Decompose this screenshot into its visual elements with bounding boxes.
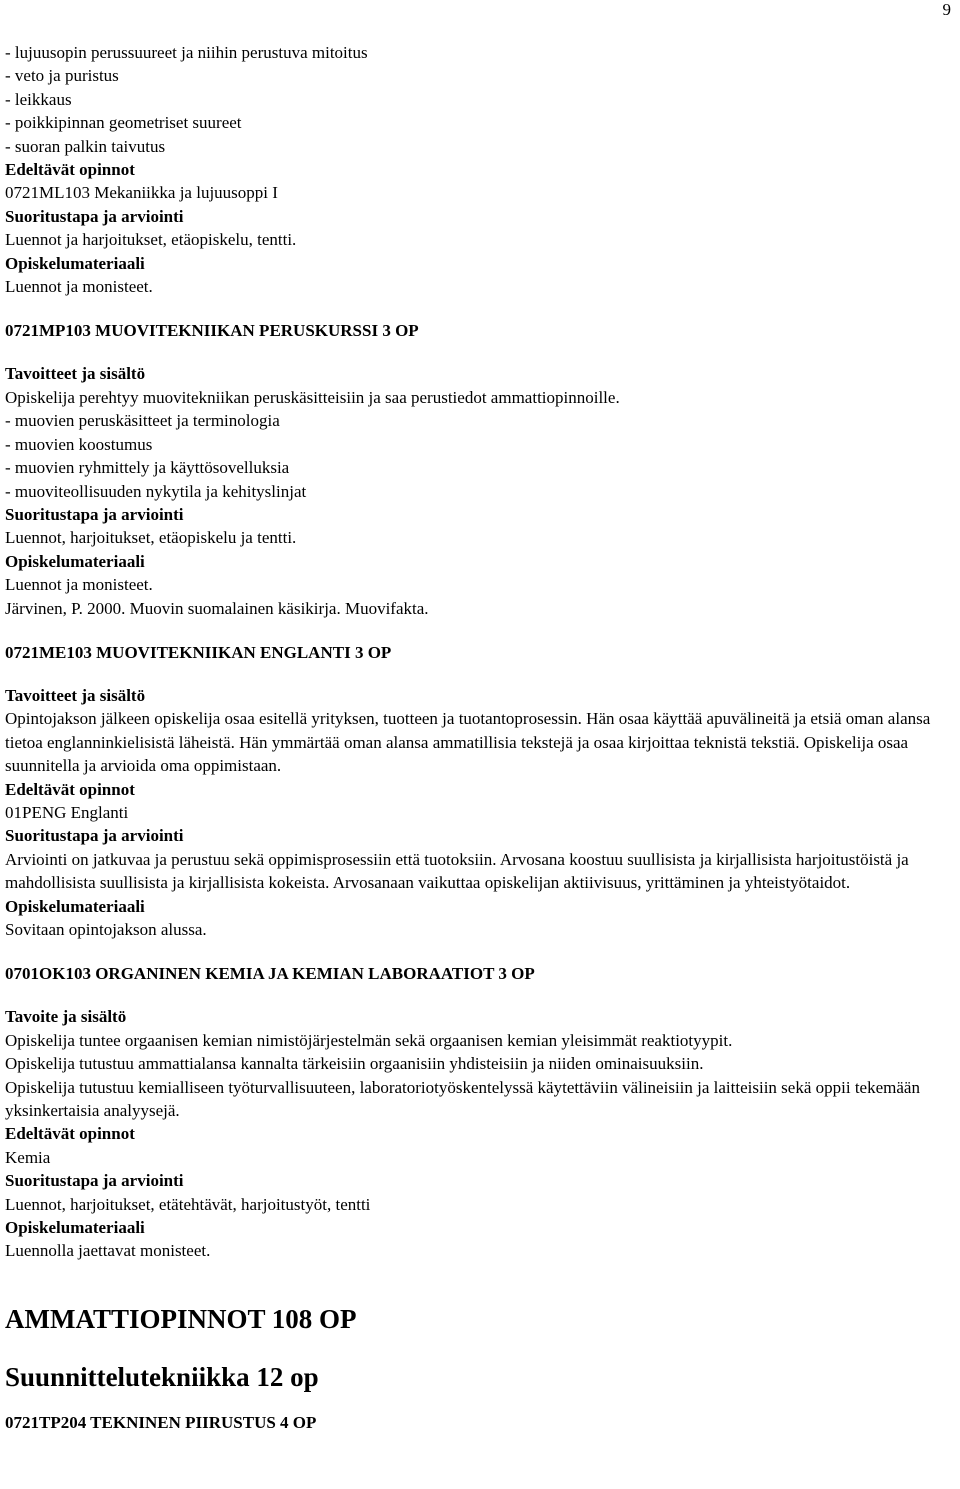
goals-heading: Tavoitteet ja sisältö [5,685,146,705]
material-heading: Opiskelumateriaali [5,1218,145,1238]
section-subtitle: Suunnittelutekniikka 12 op [5,1361,319,1392]
page-number: 9 [942,0,951,19]
material-text: Luennot ja monisteet. [5,277,153,297]
list-item: - muovien koostumus [5,434,153,454]
prereq-heading: Edeltävät opinnot [5,160,135,180]
document-body [5,41,935,1434]
intro-topic-list [5,41,935,158]
list-item: - muovien ryhmittely ja käyttösovelluksia [5,458,290,478]
goals-text: Opiskelija tutustuu ammattialansa kannalta tärkeisiin orgaanisiin yhdisteisiin ja niiden ominaisuuksiin. [5,1054,704,1074]
method-text: Luennot ja harjoitukset, etäopiskelu, tentti. [5,230,297,250]
method-heading: Suoritustapa ja arviointi [5,504,184,524]
method-heading: Suoritustapa ja arviointi [5,826,184,846]
method-heading: Suoritustapa ja arviointi [5,206,184,226]
list-item: - muovien peruskäsitteet ja terminologia [5,411,280,431]
course-title: 0721TP204 TEKNINEN PIIRUSTUS 4 OP [5,1412,317,1432]
goals-text: Opiskelija tuntee orgaanisen kemian nimistöjärjestelmän sekä orgaanisen kemian yleisimmät reaktiotyypit. [5,1030,733,1050]
course-title: 0721ME103 MUOVITEKNIIKAN ENGLANTI 3 OP [5,642,392,662]
goals-heading: Tavoitteet ja sisältö [5,364,146,384]
method-text: Luennot, harjoitukset, etäopiskelu ja tentti. [5,528,297,548]
list-item: - leikkaus [5,89,72,109]
list-item: - muoviteollisuuden nykytila ja kehityslinjat [5,481,307,501]
prereq-text: 0721ML103 Mekaniikka ja lujuusoppi I [5,183,278,203]
list-item: - poikkipinnan geometriset suureet [5,113,242,133]
goals-heading: Tavoite ja sisältö [5,1007,127,1027]
section-title: AMMATTIOPINNOT 108 OP [5,1303,357,1334]
goals-text: Opintojakson jälkeen opiskelija osaa esitellä yrityksen, tuotteen ja tuotantoprosessin. Hän osaa käyttää apuvälineitä ja etsiä oman alansa tietoa englanninkielisistä läheistä. Hän ymmärtää oman alansa ammatillisia tekstejä ja osaa kirjoittaa teknistä tekstiä. Opiskelija osaa suunnitella ja arvioida oma oppimistaan. [5,709,931,776]
prereq-heading: Edeltävät opinnot [5,1124,135,1144]
goals-text: Opiskelija perehtyy muovitekniikan peruskäsitteisiin ja saa perustiedot ammattiopinnoille. [5,387,620,407]
method-heading: Suoritustapa ja arviointi [5,1171,184,1191]
material-heading: Opiskelumateriaali [5,551,145,571]
prereq-heading: Edeltävät opinnot [5,779,135,799]
material-heading: Opiskelumateriaali [5,896,145,916]
method-text: Luennot, harjoitukset, etätehtävät, harjoitustyöt, tentti [5,1194,371,1214]
material-text: Luennot ja monisteet. [5,575,153,595]
material-text: Sovitaan opintojakson alussa. [5,920,207,939]
course-title: 0701OK103 ORGANINEN KEMIA JA KEMIAN LABORAATIOT 3 OP [5,964,535,984]
material-heading: Opiskelumateriaali [5,253,145,273]
prereq-text: 01PENG Englanti [5,802,129,822]
goals-text: Opiskelija tutustuu kemialliseen työturvallisuuteen, laboratoriotyöskentelyssä käytettäviin välineisiin ja laitteisiin sekä oppii tekemään yksinkertaisia analyysejä. [5,1077,920,1121]
course-topic-list [5,409,935,503]
material-text: Luennolla jaettavat monisteet. [5,1241,211,1261]
method-text: Arviointi on jatkuvaa ja perustuu sekä oppimisprosessiin että tuotoksiin. Arvosana koostuu suullisista ja kirjallisista harjoitustöistä ja mahdollisista suullisista ja kirjallisista kokeista. Arvosanaan vaikuttaa opiskelijan aktiivisuus, yrittäminen ja yhteistyötaidot. [5,849,909,893]
material-text: Järvinen, P. 2000. Muovin suomalainen käsikirja. Muovifakta. [5,598,429,618]
course-title: 0721MP103 MUOVITEKNIIKAN PERUSKURSSI 3 OP [5,321,419,341]
list-item: - lujuusopin perussuureet ja niihin perustuva mitoitus [5,43,368,62]
prereq-text: Kemia [5,1147,51,1167]
list-item: - suoran palkin taivutus [5,136,166,156]
list-item: - veto ja puristus [5,66,119,86]
